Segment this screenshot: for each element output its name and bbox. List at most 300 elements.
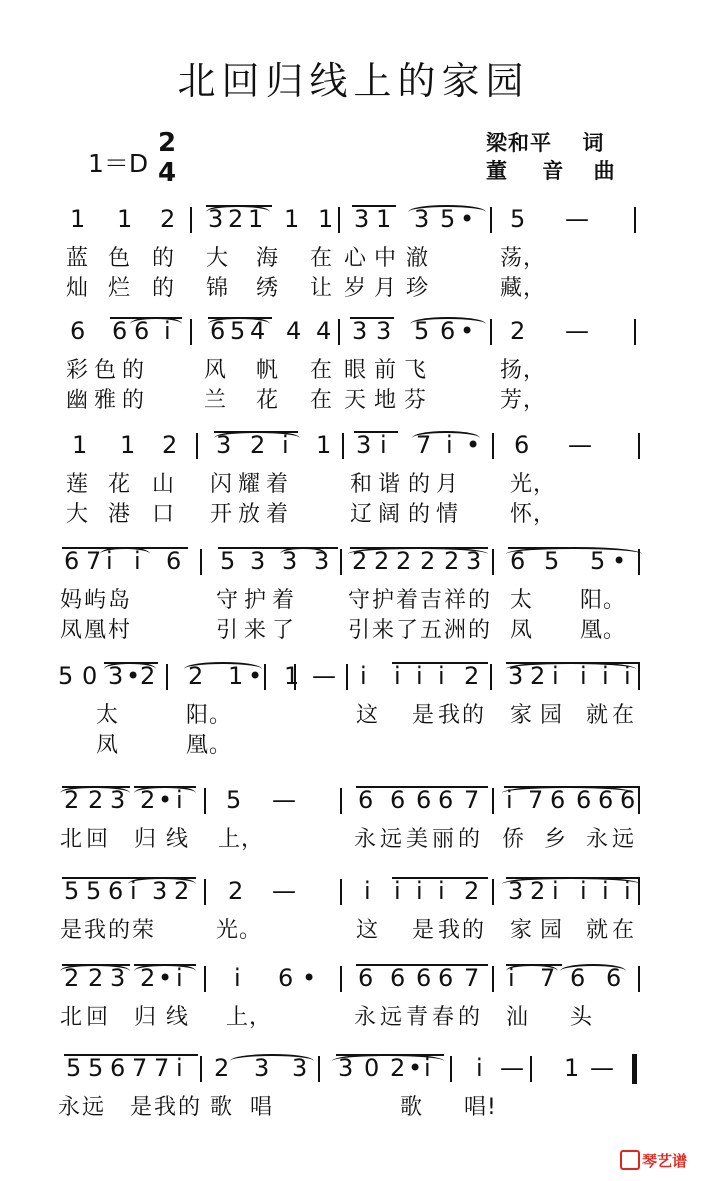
lyric-char: 歌 xyxy=(210,1095,234,1120)
lyric-char: 的 xyxy=(178,1095,202,1120)
note: 2 xyxy=(140,662,156,690)
lyric-char: 着 xyxy=(272,588,296,613)
meter-bottom: 4 xyxy=(157,158,177,188)
lyric-char: 前 xyxy=(374,358,398,383)
lyric-char: 来 xyxy=(244,618,268,643)
lyric-char: 侨 xyxy=(502,827,526,852)
lyric-char: 头 xyxy=(570,1005,594,1030)
lyric-char: 是 xyxy=(60,918,84,943)
lyric-char: 雅 xyxy=(94,388,118,413)
note: 1 xyxy=(248,205,264,233)
duration-underline xyxy=(62,547,188,549)
note: 2 xyxy=(64,964,80,992)
lyric-char: 村 xyxy=(108,618,132,643)
note: 5 xyxy=(544,547,560,575)
note: 4 xyxy=(316,317,332,345)
slur-mark xyxy=(412,431,480,445)
duration-underline-double xyxy=(504,786,548,788)
slur-mark xyxy=(410,317,486,331)
note: 3 xyxy=(216,431,232,459)
barline xyxy=(204,966,206,992)
notation-row xyxy=(0,545,707,585)
note: 6 xyxy=(390,786,406,814)
lyric-row-2 xyxy=(0,271,707,303)
lyric-char: 在 xyxy=(612,918,636,943)
barline xyxy=(490,207,492,233)
note: 2 xyxy=(228,205,244,233)
note: 6 xyxy=(358,786,374,814)
lyric-char: 着 xyxy=(396,588,420,613)
note: 6 xyxy=(278,964,294,992)
lyric-char: 洲 xyxy=(444,618,468,643)
barline xyxy=(200,1056,202,1082)
note: i xyxy=(130,877,137,905)
lyric-char: 兰 xyxy=(204,388,228,413)
note: 3 xyxy=(208,205,224,233)
lyric-char: 飞 xyxy=(404,358,428,383)
lyric-char: 园 xyxy=(540,703,564,728)
lyric-char: 歌 xyxy=(400,1095,424,1120)
note: • xyxy=(408,1054,423,1082)
lyric-char: 着 xyxy=(266,502,290,527)
note: • xyxy=(466,431,481,459)
lyric-char: 的 xyxy=(408,472,432,497)
note: 6 xyxy=(620,786,636,814)
lyric-row-1 xyxy=(0,467,707,499)
lyric-char: 就 xyxy=(586,703,610,728)
note: — xyxy=(590,1054,614,1082)
lyric-char: 港 xyxy=(108,502,132,527)
lyric-row-1 xyxy=(0,1000,707,1032)
duration-underline-double xyxy=(392,877,488,879)
note: i xyxy=(580,662,587,690)
note: 6 xyxy=(510,547,526,575)
lyric-char: 线 xyxy=(166,827,190,852)
duration-underline xyxy=(134,964,196,966)
barline xyxy=(166,664,168,690)
lyric-char: 凰。 xyxy=(186,733,233,758)
note: 5 xyxy=(220,547,236,575)
note: 6 xyxy=(438,786,454,814)
duration-underline xyxy=(110,317,182,319)
note: i xyxy=(134,547,141,575)
note: — xyxy=(565,205,589,233)
lyric-char: 了 xyxy=(272,618,296,643)
note: 5 xyxy=(66,1054,82,1082)
lyric-char: 永 xyxy=(354,827,378,852)
note: 6 xyxy=(108,877,124,905)
note: i xyxy=(176,786,183,814)
duration-underline xyxy=(336,1054,380,1056)
note: 1 xyxy=(117,205,133,233)
note: 3 xyxy=(292,1054,308,1082)
note: 2 xyxy=(374,547,390,575)
note: 2 xyxy=(64,786,80,814)
note: • xyxy=(248,662,263,690)
note: 5 xyxy=(226,786,242,814)
barline xyxy=(530,1056,532,1082)
note: 3 xyxy=(356,431,372,459)
lyric-char: 辽 xyxy=(350,502,374,527)
note: 1 xyxy=(376,205,392,233)
note: — xyxy=(568,431,592,459)
slur-mark xyxy=(60,786,130,800)
barline xyxy=(492,879,494,905)
lyric-char: 荡， xyxy=(500,246,547,271)
lyric-char: 远 xyxy=(380,827,404,852)
note: 1 xyxy=(318,205,334,233)
slur-mark xyxy=(502,786,634,800)
lyric-char: 阳。 xyxy=(580,588,627,613)
notation-row xyxy=(0,660,707,700)
logo-mark-icon xyxy=(620,1150,640,1170)
lyric-row-2 xyxy=(0,728,707,760)
note: i xyxy=(106,547,113,575)
note: 2 xyxy=(420,547,436,575)
note: — xyxy=(565,317,589,345)
lyric-char: 远 xyxy=(82,1095,106,1120)
song-title: 北回归线上的家园 xyxy=(177,59,530,103)
note: 3 xyxy=(354,205,370,233)
barline xyxy=(450,1056,452,1082)
lyric-char: 珍 xyxy=(406,276,430,301)
lyric-char: 就 xyxy=(586,918,610,943)
lyricist-name: 梁和平 xyxy=(486,131,552,155)
note: 6 xyxy=(514,431,530,459)
lyric-char: 我 xyxy=(84,918,108,943)
note: 2 xyxy=(88,786,104,814)
note: 3 xyxy=(108,662,124,690)
note: 6 xyxy=(606,964,622,992)
note: 3 xyxy=(508,662,524,690)
lyric-char: 花 xyxy=(256,388,280,413)
note: i xyxy=(364,877,371,905)
duration-underline xyxy=(352,205,396,207)
lyric-char: 阳。 xyxy=(186,703,233,728)
duration-underline xyxy=(208,317,272,319)
note: 6 xyxy=(210,317,226,345)
lyric-char: 来 xyxy=(372,618,396,643)
note: 2 xyxy=(160,205,176,233)
note: 6 xyxy=(598,786,614,814)
barline xyxy=(634,207,636,233)
lyric-char: 阔 xyxy=(378,502,402,527)
duration-underline xyxy=(206,205,272,207)
note: 1 xyxy=(316,431,332,459)
lyric-char: 月 xyxy=(436,472,460,497)
note: i xyxy=(164,317,171,345)
lyric-char: 的 xyxy=(152,246,176,271)
lyric-char: 的 xyxy=(122,388,146,413)
note: — xyxy=(272,877,296,905)
note: 3 xyxy=(282,547,298,575)
slur-mark xyxy=(506,964,558,978)
slur-mark xyxy=(506,547,642,561)
lyric-char: 地 xyxy=(374,388,398,413)
note: 5 xyxy=(88,1054,104,1082)
note: 3 xyxy=(338,1054,354,1082)
note: 7 xyxy=(528,786,544,814)
note: 6 xyxy=(576,786,592,814)
note: i xyxy=(424,1054,431,1082)
duration-underline-double xyxy=(356,786,400,788)
lyric-char: 凰 xyxy=(84,618,108,643)
lyric-char: 太 xyxy=(96,703,120,728)
lyric-char: 在 xyxy=(310,388,334,413)
barline xyxy=(196,433,198,459)
note: • xyxy=(460,205,475,233)
note: 6 xyxy=(110,1054,126,1082)
lyric-row-2 xyxy=(0,383,707,415)
duration-underline-double xyxy=(392,662,488,664)
lyric-char: 守 xyxy=(216,588,240,613)
slur-mark xyxy=(408,205,486,219)
note: 1 xyxy=(564,1054,580,1082)
lyric-char: 蓝 xyxy=(66,246,90,271)
note: 7 xyxy=(416,431,432,459)
barline xyxy=(490,664,492,690)
barline xyxy=(340,879,342,905)
note: 6 xyxy=(438,964,454,992)
lyric-char: 月 xyxy=(374,276,398,301)
barline xyxy=(638,664,640,690)
note: i xyxy=(394,877,401,905)
duration-underline xyxy=(214,431,298,433)
final-barline xyxy=(632,1054,637,1084)
lyric-row-1 xyxy=(0,913,707,945)
lyric-char: 花 xyxy=(108,472,132,497)
note: • xyxy=(302,964,317,992)
note: 3 xyxy=(110,964,126,992)
note: 7 xyxy=(464,964,480,992)
composer-role: 曲 xyxy=(593,159,616,183)
barline xyxy=(338,207,340,233)
lyric-char: 春 xyxy=(432,1005,456,1030)
note: 6 xyxy=(64,547,80,575)
note: 5 xyxy=(86,877,102,905)
slur-mark xyxy=(208,317,270,331)
note: 2 xyxy=(390,1054,406,1082)
duration-underline-double xyxy=(506,662,550,664)
barline xyxy=(492,549,494,575)
lyric-char: 着 xyxy=(266,472,290,497)
duration-underline xyxy=(134,786,196,788)
note: 2 xyxy=(530,877,546,905)
lyric-char: 汕 xyxy=(506,1005,530,1030)
lyric-char: 放 xyxy=(238,502,262,527)
note: 5 xyxy=(590,547,606,575)
notation-row xyxy=(0,203,707,243)
note: 6 xyxy=(390,964,406,992)
lyric-char: 岛 xyxy=(108,588,132,613)
lyric-char: 中 xyxy=(374,246,398,271)
note: i xyxy=(602,877,609,905)
lyric-char: 回 xyxy=(86,827,110,852)
note: 6 xyxy=(416,964,432,992)
lyric-char: 太 xyxy=(510,588,534,613)
lyric-char: 在 xyxy=(310,358,334,383)
lyric-char: 五 xyxy=(420,618,444,643)
lyric-char: 的 xyxy=(462,703,486,728)
lyric-char: 的 xyxy=(408,502,432,527)
lyric-char: 归 xyxy=(134,827,158,852)
duration-underline xyxy=(388,1054,444,1056)
note: • xyxy=(612,547,627,575)
lyric-char: 妈 xyxy=(60,588,84,613)
note: 6 xyxy=(550,786,566,814)
note: i xyxy=(624,662,631,690)
barline xyxy=(204,788,206,814)
note: 4 xyxy=(250,317,266,345)
slur-mark xyxy=(506,662,636,676)
note: 0 xyxy=(364,1054,380,1082)
note: 2 xyxy=(510,317,526,345)
lyric-char: 祥 xyxy=(444,588,468,613)
note: 3 xyxy=(352,317,368,345)
note: — xyxy=(312,662,336,690)
duration-underline-double xyxy=(356,964,400,966)
lyric-char: 引 xyxy=(348,618,372,643)
note: 2 xyxy=(464,662,480,690)
lyric-char: 家 xyxy=(510,918,534,943)
lyric-char: 永 xyxy=(354,1005,378,1030)
lyric-char: 永 xyxy=(58,1095,82,1120)
slur-mark xyxy=(214,431,300,445)
lyric-char: 天 xyxy=(344,388,368,413)
note: • xyxy=(460,317,475,345)
lyric-row-1 xyxy=(0,583,707,615)
barline xyxy=(492,966,494,992)
note: i xyxy=(508,964,515,992)
lyric-char: 丽 xyxy=(432,827,456,852)
note: i xyxy=(282,431,289,459)
note: 1 xyxy=(120,431,136,459)
note: 2 xyxy=(140,964,156,992)
lyric-row-1 xyxy=(0,822,707,854)
lyric-char: 引 xyxy=(216,618,240,643)
lyric-char: 幽 xyxy=(66,388,90,413)
note: 6 xyxy=(166,547,182,575)
barline xyxy=(204,879,206,905)
time-signature xyxy=(156,128,178,188)
slur-mark xyxy=(134,786,196,800)
lyric-char: 是 xyxy=(412,918,436,943)
lyric-char: 凤 xyxy=(96,733,120,758)
key-signature: 1＝D xyxy=(88,149,149,178)
note: 2 xyxy=(188,662,204,690)
barline xyxy=(340,549,342,575)
note: 5 xyxy=(510,205,526,233)
note: 2 xyxy=(162,431,178,459)
duration-underline xyxy=(104,662,158,664)
note: 7 xyxy=(132,1054,148,1082)
note: 5 xyxy=(64,877,80,905)
note: 1 xyxy=(72,431,88,459)
note: 2 xyxy=(530,662,546,690)
lyric-char: 青 xyxy=(406,1005,430,1030)
note: 7 xyxy=(540,964,556,992)
lyric-char: 我 xyxy=(438,918,462,943)
lyric-char: 绣 xyxy=(256,276,280,301)
meter-top: 2 xyxy=(157,128,177,158)
lyric-char: 永 xyxy=(586,827,610,852)
lyric-char: 荣 xyxy=(132,918,156,943)
note: 3 xyxy=(376,317,392,345)
lyric-char: 锦 xyxy=(206,276,230,301)
slur-mark xyxy=(560,964,626,978)
note: i xyxy=(476,1054,483,1082)
lyric-char: 的 xyxy=(458,827,482,852)
notation-row xyxy=(0,962,707,1002)
lyric-char: 上， xyxy=(226,1005,273,1030)
barline xyxy=(340,966,342,992)
slur-mark xyxy=(60,964,130,978)
slur-mark xyxy=(230,1054,314,1068)
lyric-char: 家 xyxy=(510,703,534,728)
lyric-row-1 xyxy=(0,1090,707,1122)
note: 2 xyxy=(464,877,480,905)
lyric-char: 大 xyxy=(206,246,230,271)
composer-credit xyxy=(486,155,616,185)
lyric-char: 线 xyxy=(166,1005,190,1030)
note: i xyxy=(394,662,401,690)
note: • xyxy=(158,964,173,992)
note: 5 xyxy=(58,662,74,690)
lyric-char: 帆 xyxy=(256,358,280,383)
note: 6 xyxy=(112,317,128,345)
note: i xyxy=(234,964,241,992)
note: i xyxy=(360,662,367,690)
note: 3 xyxy=(250,547,266,575)
note: i xyxy=(602,662,609,690)
note: i xyxy=(624,877,631,905)
slur-mark xyxy=(134,964,196,978)
note: 4 xyxy=(286,317,302,345)
duration-underline-double xyxy=(506,964,548,966)
lyric-char: 岁 xyxy=(344,276,368,301)
slur-mark xyxy=(184,662,262,676)
notation-row xyxy=(0,429,707,469)
lyric-char: 闪 xyxy=(210,472,234,497)
barline xyxy=(338,319,340,345)
barline xyxy=(346,664,348,690)
lyric-char: 大 xyxy=(66,502,90,527)
lyric-char: 的 xyxy=(122,358,146,383)
note: i xyxy=(446,431,453,459)
note: i xyxy=(506,786,513,814)
lyric-char: 守 xyxy=(348,588,372,613)
barline xyxy=(490,319,492,345)
lyric-char: 美 xyxy=(406,827,430,852)
note: 2 xyxy=(444,547,460,575)
lyric-char: 上， xyxy=(218,827,265,852)
lyric-row-1 xyxy=(0,698,707,730)
lyric-char: 了 xyxy=(396,618,420,643)
lyric-char: 扬， xyxy=(500,358,547,383)
note: 3 xyxy=(414,205,430,233)
barline xyxy=(294,664,296,690)
duration-underline xyxy=(218,547,338,549)
lyric-char: 的 xyxy=(462,918,486,943)
note: 2 xyxy=(140,786,156,814)
slur-mark xyxy=(104,662,156,676)
lyric-char: 远 xyxy=(380,1005,404,1030)
note: 1 xyxy=(228,662,244,690)
composer-name: 董 音 xyxy=(486,159,578,183)
lyric-char: 在 xyxy=(612,703,636,728)
lyricist-credit xyxy=(486,127,604,157)
lyric-char: 海 xyxy=(256,246,280,271)
